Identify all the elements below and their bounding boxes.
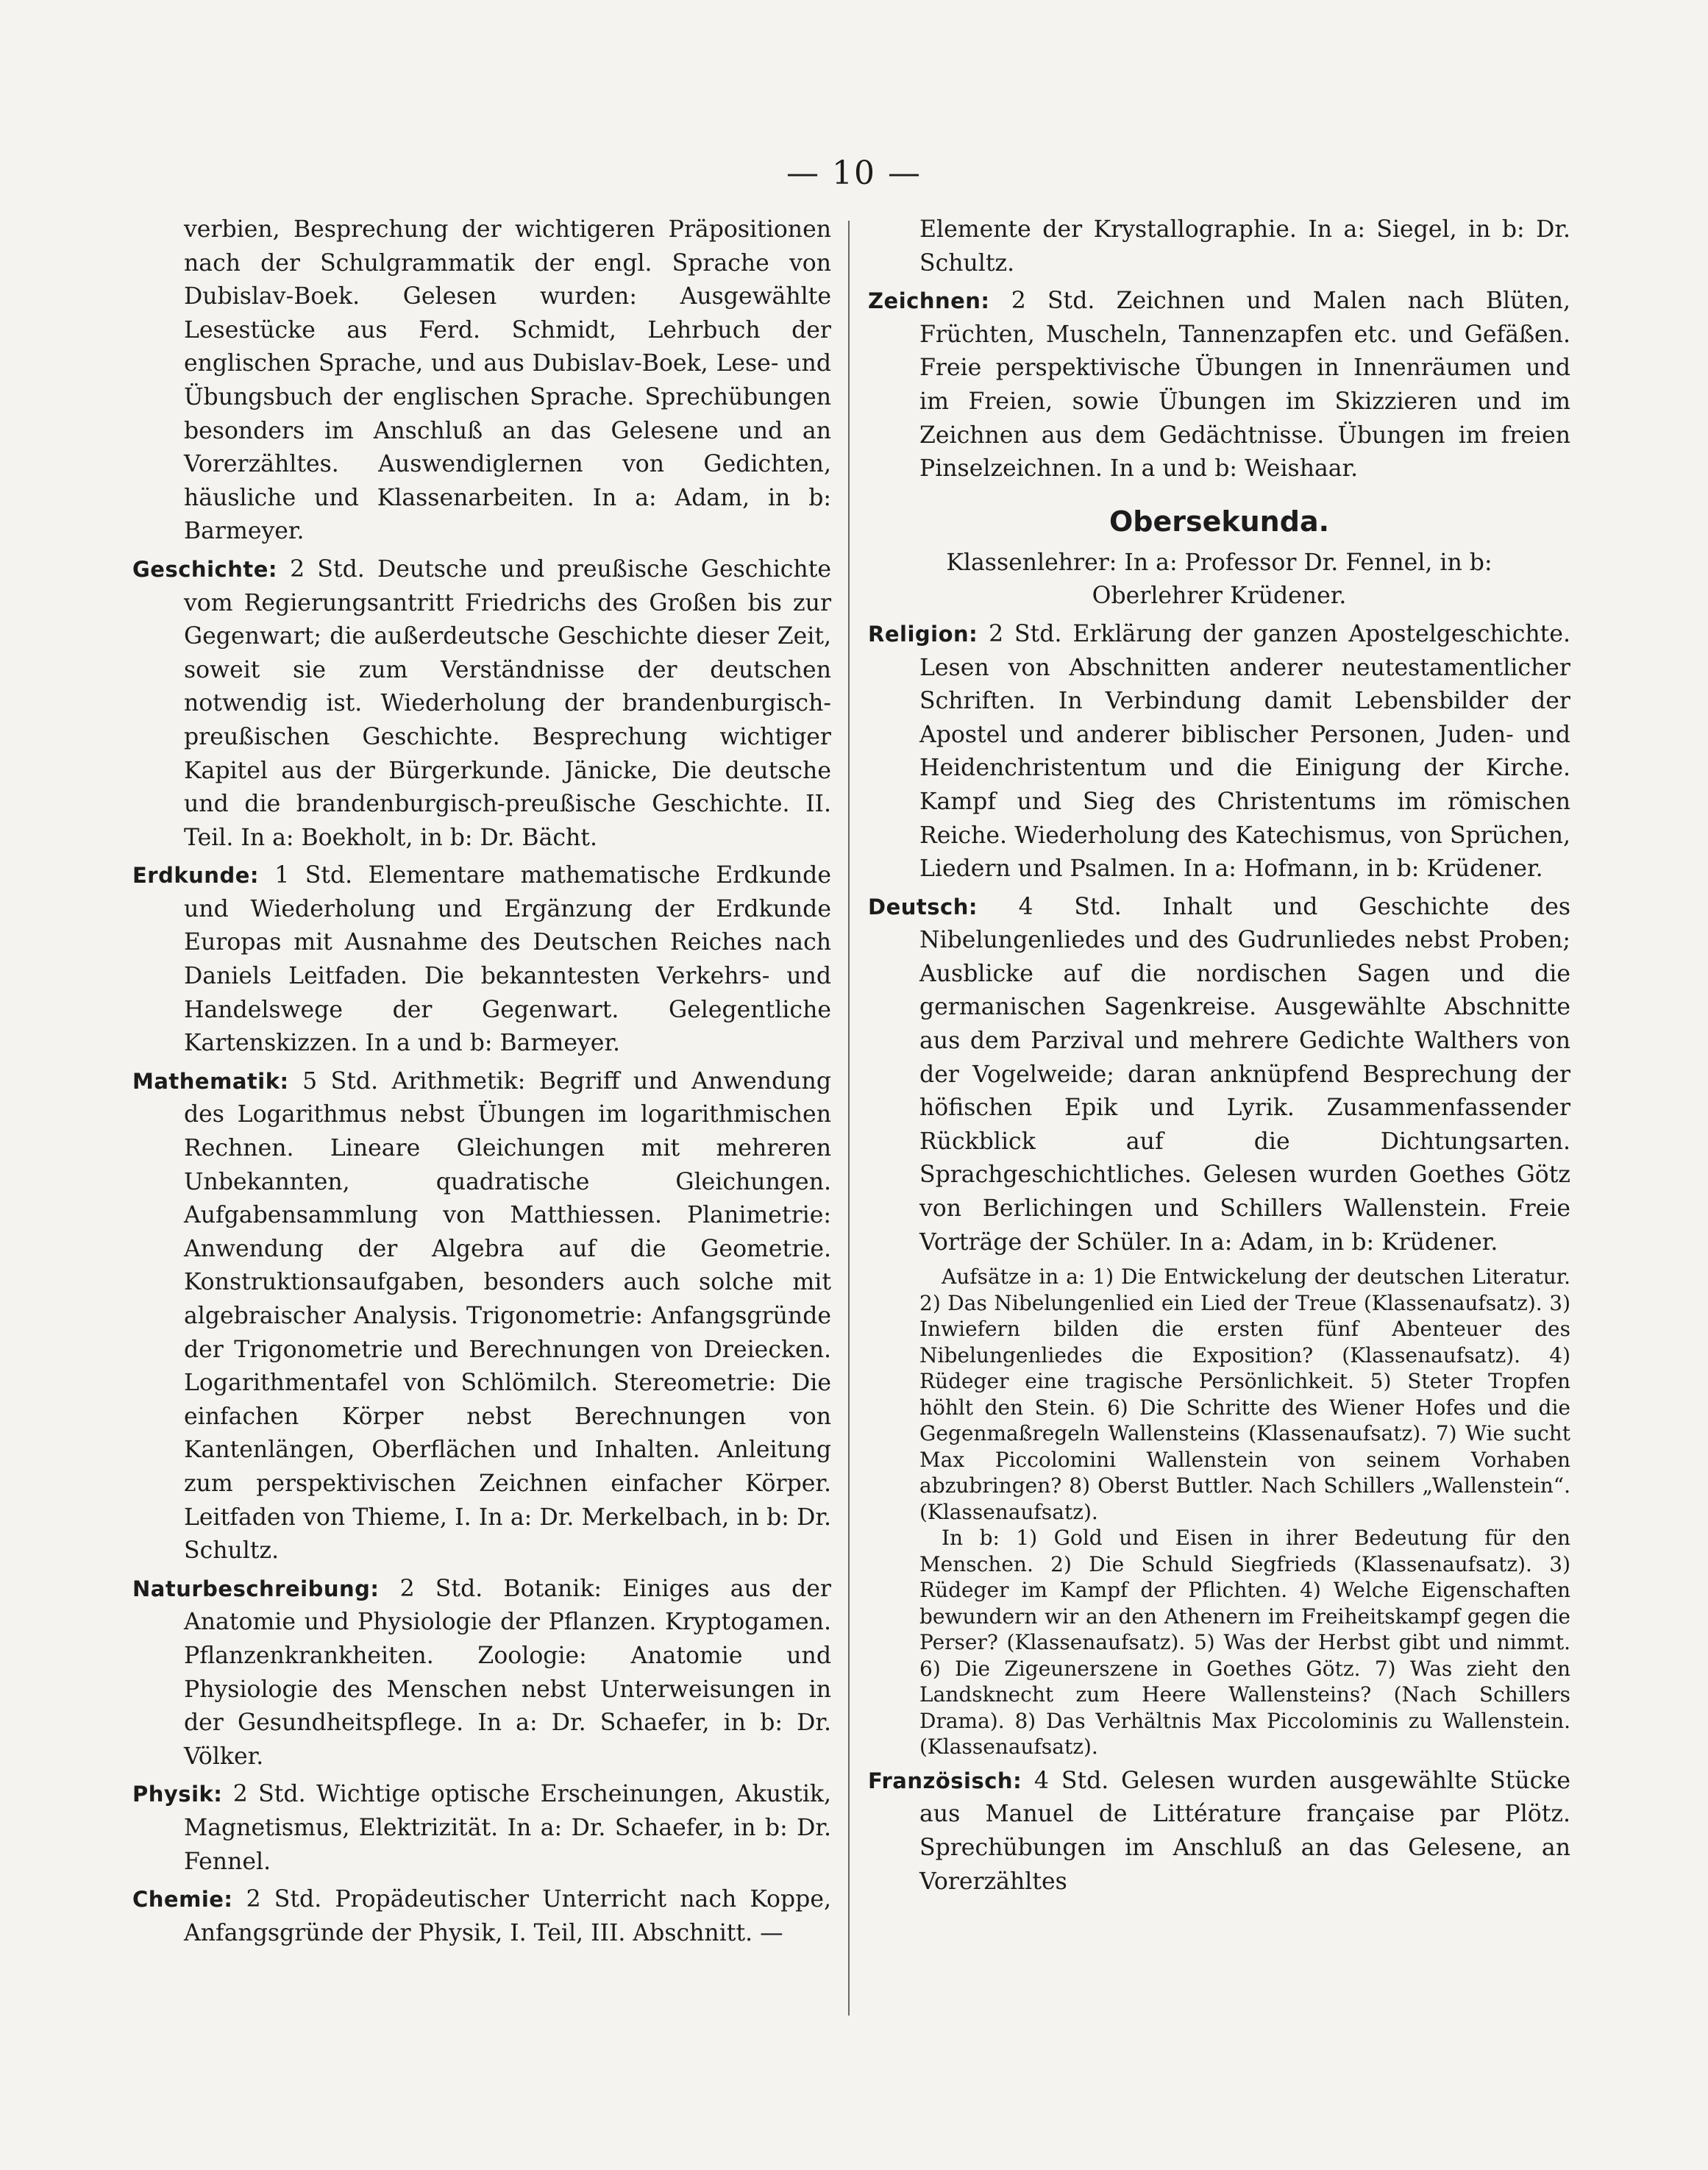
subject-label: Französisch: bbox=[868, 1768, 1022, 1793]
subject-text: 2 Std. Botanik: Einiges aus der Anatomie und Physiologie der Pflanzen. Kryptogamen. Pflanzenkrankheiten. Zoologie: Anatomie und Physiologie des Menschen nebst Unterweisungen in der Gesundheitspflege. In a: Dr. Schaefer, in b: Dr. Völker. bbox=[184, 1575, 831, 1770]
column-divider bbox=[848, 221, 850, 2016]
class-teacher-line-1: Klassenlehrer: In a: Professor Dr. Fennel, in b: bbox=[946, 549, 1492, 576]
entry-mathematik bbox=[132, 1065, 831, 1568]
subject-label: Religion: bbox=[868, 621, 978, 647]
aufsaetze-b: In b: 1) Gold und Eisen in ihrer Bedeutung für den Menschen. 2) Die Schuld Siegfrieds (Klassenaufsatz). 3) Rüdeger im Kampf der Pflichten. 4) Welche Eigenschaften bewundern wir an den Athenern im Freiheitskampf gegen die Perser? (Klassenaufsatz). 5) Was der Herbst gibt und nimmt. 6) Die Zigeunerszene in Goethes Götz. 7) Was zieht den Landsknecht zum Heere Wallensteins? (Nach Schillers Drama). 8) Das Verhältnis Max Piccolominis zu Wallenstein. (Klassenaufsatz). bbox=[919, 1526, 1570, 1760]
entry-religion bbox=[868, 618, 1570, 886]
left-column bbox=[132, 213, 831, 1954]
entry-geschichte bbox=[132, 553, 831, 855]
right-column bbox=[868, 213, 1570, 1903]
page-number: — 10 — bbox=[786, 154, 922, 192]
section-title: Obersekunda. bbox=[1109, 505, 1330, 538]
subject-text: 4 Std. Inhalt und Geschichte des Nibelungenliedes und des Gudrunliedes nebst Proben; Ausblicke auf die nordischen Sagen und die germanischen Sagenkreise. Ausgewählte Abschnitte aus dem Parzival und mehrere Gedichte Walthers von der Vogelweide; daran anknüpfend Besprechung der höfischen Epik und Lyrik. Zusammenfassender Rückblick auf die Dichtungsarten. Sprachgeschichtliches. Gelesen wurden Goethes Götz von Berlichingen und Schillers Wallenstein. Freie Vorträge der Schüler. In a: Adam, in b: Krüdener. bbox=[919, 893, 1571, 1256]
entry-erdkunde bbox=[132, 859, 831, 1061]
english-continuation: verbien, Besprechung der wichtigeren Präpositionen nach der Schulgrammatik der engl. Sprache von Dubislav-Boek. Gelesen wurden: Ausgewählte Lesestücke aus Ferd. Schmidt, Lehrbuch der englischen Sprache, und aus Dubislav-Boek, Lese- und Übungsbuch der englischen Sprache. Sprechübungen besonders im Anschluß an das Gelesene und an Vorerzähltes. Auswendiglernen von Gedichten, häusliche und Klassenarbeiten. In a: Adam, in b: Barmeyer. bbox=[184, 216, 831, 545]
aufsaetze-a: Aufsätze in a: 1) Die Entwickelung der deutschen Literatur. 2) Das Nibelungenlied ein Lied der Treue (Klassenaufsatz). 3) Inwiefern bilden die ersten fünf Abenteuer des Nibelungenliedes die Exposition? (Klassenaufsatz). 4) Rüdeger eine tragische Persönlichkeit. 5) Steter Tropfen höhlt den Stein. 6) Die Schritte des Wiener Hofes und die Gegenmaßregeln Wallensteins (Klassenaufsatz). 7) Wie sucht Max Piccolomini Wallenstein von seinem Vorhaben abzubringen? 8) Oberst Buttler. Nach Schillers „Wallenstein“. (Klassenaufsatz). bbox=[919, 1264, 1570, 1524]
entry-franzoesisch bbox=[868, 1765, 1570, 1899]
subject-text: 2 Std. Erklärung der ganzen Apostelgeschichte. Lesen von Abschnitten anderer neutestamentlicher Schriften. In Verbindung damit Lebensbilder der Apostel und anderer biblischer Personen, Juden- und Heidenchristentum und die Einigung der Kirche. Kampf und Sieg des Christentums im römischen Reiche. Wiederholung des Katechismus, von Sprüchen, Liedern und Psalmen. In a: Hofmann, in b: Krüdener. bbox=[919, 620, 1570, 883]
entry-physik bbox=[132, 1778, 831, 1879]
entry-zeichnen bbox=[868, 285, 1570, 486]
subject-text: 2 Std. Deutsche und preußische Geschichte vom Regierungsantritt Friedrichs des Großen bis zur Gegenwart; die außerdeutsche Geschichte dieser Zeit, soweit sie zum Verständnisse der deutschen notwendig ist. Wiederholung der brandenburgisch-preußischen Geschichte. Besprechung wichtiger Kapitel aus der Bürgerkunde. Jänicke, Die deutsche und die brandenburgisch-preußische Geschichte. II. Teil. In a: Boekholt, in b: Dr. Bächt. bbox=[184, 555, 831, 851]
subject-text: 2 Std. Propädeutischer Unterricht nach Koppe, Anfangsgründe der Physik, I. Teil, III. Abschnitt. — bbox=[184, 1886, 831, 1946]
subject-label: Naturbeschreibung: bbox=[132, 1576, 380, 1601]
subject-text: 5 Std. Arithmetik: Begriff und Anwendung des Logarithmus nebst Übungen im logarithmischen Rechnen. Lineare Gleichungen mit mehreren Unbekannten, quadratische Gleichungen. Aufgabensammlung von Matthiessen. Planimetrie: Anwendung der Algebra auf die Geometrie. Konstruktionsaufgaben, besonders auch solche mit algebraischer Analysis. Trigonometrie: Anfangsgründe der Trigonometrie und Berechnungen von Dreiecken. Logarithmentafel von Schlömilch. Stereometrie: Die einfachen Körper nebst Berechnungen von Kantenlängen, Oberflächen und Inhalten. Anleitung zum perspektivischen Zeichnen einfacher Körper. Leitfaden von Thieme, I. In a: Dr. Merkelbach, in b: Dr. Schultz. bbox=[184, 1067, 832, 1565]
entry-deutsch bbox=[868, 891, 1570, 1260]
subject-label: Physik: bbox=[132, 1782, 223, 1807]
subject-label: Mathematik: bbox=[132, 1068, 289, 1094]
class-teacher-line-2: Oberlehrer Krüdener. bbox=[1092, 583, 1347, 610]
chemie-continuation: Elemente der Krystallographie. In a: Siegel, in b: Dr. Schultz. bbox=[919, 216, 1570, 277]
subject-label: Zeichnen: bbox=[868, 288, 990, 314]
subject-label: Deutsch: bbox=[868, 894, 978, 919]
subject-label: Erdkunde: bbox=[132, 863, 259, 889]
subject-text: 2 Std. Zeichnen und Malen nach Blüten, Früchten, Muscheln, Tannenzapfen etc. und Gefäßen. Freie perspektivische Übungen in Innenräumen und im Freien, sowie Übungen im Skizzieren und im Zeichnen aus dem Gedächtnisse. Übungen im freien Pinselzeichnen. In a und b: Weishaar. bbox=[919, 288, 1570, 483]
entry-naturbeschreibung bbox=[132, 1573, 831, 1774]
entry-chemie bbox=[132, 1883, 831, 1950]
subject-label: Geschichte: bbox=[132, 556, 277, 582]
subject-text: 2 Std. Wichtige optische Erscheinungen, Akustik, Magnetismus, Elektrizität. In a: Dr. Schaefer, in b: Dr. Fennel. bbox=[184, 1781, 831, 1875]
subject-text: 1 Std. Elementare mathematische Erdkunde und Wiederholung und Ergänzung der Erdkunde Europas mit Ausnahme des Deutschen Reiches nach Daniels Leitfaden. Die bekanntesten Verkehrs- und Handelswege der Gegenwart. Gelegentliche Kartenskizzen. In a und b: Barmeyer. bbox=[184, 862, 831, 1057]
subject-text: 4 Std. Gelesen wurden ausgewählte Stücke aus Manuel de Littérature française par Plötz. Sprechübungen im Anschluß an das Gelesene, an Vorerzähltes bbox=[919, 1767, 1570, 1895]
subject-label: Chemie: bbox=[132, 1887, 233, 1913]
